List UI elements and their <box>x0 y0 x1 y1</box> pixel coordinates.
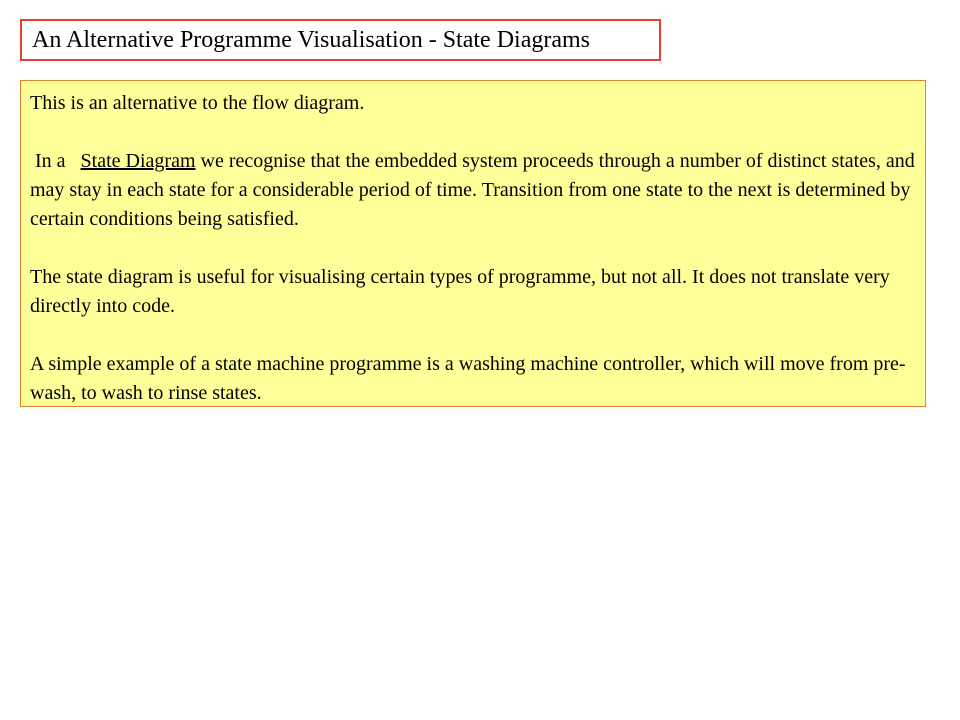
paragraph-spacer <box>30 118 917 147</box>
paragraph-intro: This is an alternative to the flow diagram. <box>30 92 365 114</box>
paragraph-usefulness: The state diagram is useful for visualising certain types of programme, but not all. It does not translate very directly into code. <box>30 266 890 317</box>
paragraph-spacer <box>30 321 917 350</box>
paragraph-example: A simple example of a state machine programme is a washing machine controller, which will move from pre-wash, to wash to rinse states. <box>30 353 906 404</box>
slide-title <box>20 19 661 61</box>
paragraph-spacer <box>30 234 917 263</box>
slide-title-text: An Alternative Programme Visualisation - State Diagrams <box>32 27 590 53</box>
paragraph-state-diagram-prefix: In a <box>30 150 81 172</box>
paragraph-state-diagram <box>30 147 920 234</box>
state-diagram-term: State Diagram <box>80 150 196 172</box>
paragraph-state-diagram-body: we recognise that the embedded system proceeds through a number of distinct states, and may stay in each state for a considerable period of time. Transition from one state to the next is determined by certain conditions being satisfied. <box>30 150 920 230</box>
content-panel <box>20 80 926 407</box>
